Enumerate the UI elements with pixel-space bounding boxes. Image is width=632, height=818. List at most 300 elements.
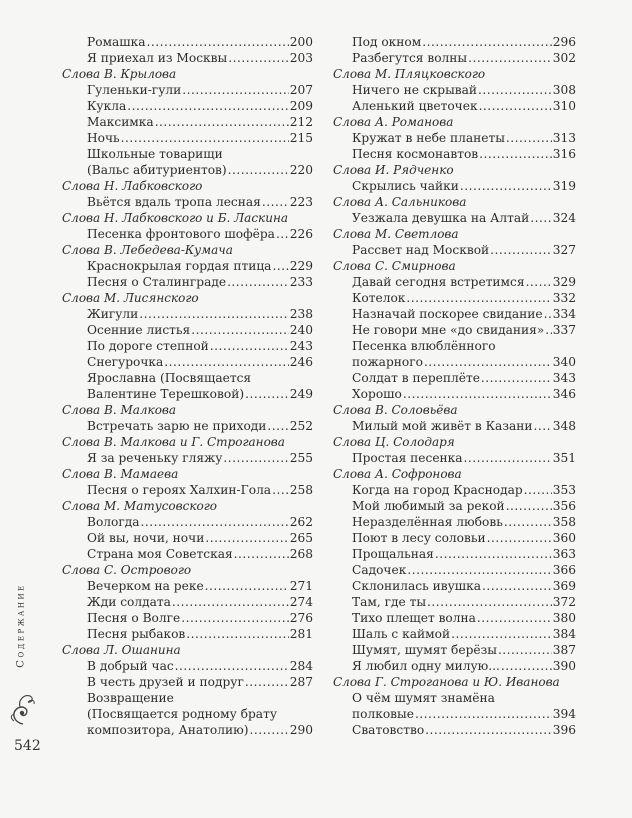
page-ref: 390 <box>552 659 576 673</box>
dot-leader <box>498 642 552 658</box>
toc-column-right <box>333 34 576 738</box>
dot-leader <box>403 386 552 402</box>
toc-entry <box>333 338 576 354</box>
author-name: Слова В. Малкова и Г. Строганова <box>62 435 285 449</box>
toc-author-heading <box>62 642 313 658</box>
toc-author-heading <box>333 674 576 690</box>
page-ref: 215 <box>289 131 313 145</box>
song-title: Гуленьки-гули <box>87 83 182 97</box>
author-name: Слова М. Матусовского <box>62 499 218 513</box>
song-title: Встречать зарю не приходи <box>87 419 267 433</box>
running-head-section-title: Содержание <box>15 583 27 668</box>
dot-leader <box>155 114 289 130</box>
song-title: Не говори мне «до свидания» <box>352 323 545 337</box>
dot-leader <box>406 290 551 306</box>
toc-entry <box>333 642 576 658</box>
dot-leader <box>205 578 289 594</box>
toc-entry <box>333 562 576 578</box>
toc-entry <box>333 514 576 530</box>
toc-entry <box>62 546 313 562</box>
author-name: Слова М. Светлова <box>333 227 459 241</box>
toc-entry <box>62 322 313 338</box>
page-ref: 384 <box>552 627 576 641</box>
song-title: В честь друзей и подруг <box>87 675 244 689</box>
dot-leader <box>424 354 552 370</box>
song-title: Простая песенка <box>352 451 463 465</box>
dot-leader <box>544 306 552 322</box>
dot-leader <box>181 610 289 626</box>
dot-leader <box>478 82 552 98</box>
toc-entry <box>333 322 576 338</box>
song-title: Песенка влюблённого <box>352 339 496 353</box>
toc-author-heading <box>62 434 313 450</box>
author-name: Слова И. Рядченко <box>333 163 454 177</box>
toc-entry <box>333 178 576 194</box>
dot-leader <box>186 626 288 642</box>
song-title: Неразделённая любовь <box>352 515 503 529</box>
page-ref: 220 <box>289 163 313 177</box>
song-title: Скрылись чайки <box>352 179 459 193</box>
page-ref: 358 <box>552 515 576 529</box>
toc-entry <box>62 338 313 354</box>
toc-author-heading <box>62 498 313 514</box>
dot-leader <box>210 338 289 354</box>
dot-leader <box>504 514 552 530</box>
toc-entry <box>333 626 576 642</box>
dot-leader <box>415 706 552 722</box>
dot-leader <box>545 322 551 338</box>
dot-leader <box>182 82 289 98</box>
song-title: Песня о Сталинграде <box>87 275 227 289</box>
dot-leader <box>191 322 288 338</box>
toc-entry <box>62 114 313 130</box>
author-name: Слова С. Смирнова <box>333 259 456 273</box>
page-ref: 372 <box>552 595 576 609</box>
author-name: Слова Ц. Солодаря <box>333 435 455 449</box>
page-ref: 302 <box>552 51 576 65</box>
page-ref: 249 <box>289 387 313 401</box>
song-title: Песня о Волге <box>87 611 181 625</box>
page-ref: 396 <box>552 723 576 737</box>
page-ref: 332 <box>552 291 576 305</box>
song-title: Кружат в небе планеты <box>352 131 505 145</box>
song-title: (Посвящается родному брату <box>87 707 277 721</box>
song-title: Я любил одну милую... <box>352 659 500 673</box>
toc-entry <box>333 610 576 626</box>
song-title: Рассвет над Москвой <box>352 243 490 257</box>
author-name: Слова В. Малкова <box>62 403 177 417</box>
toc-author-heading <box>62 66 313 82</box>
page-ref: 284 <box>289 659 313 673</box>
toc-entry <box>62 482 313 498</box>
page-ref: 313 <box>552 131 576 145</box>
toc-entry <box>62 450 313 466</box>
author-name: Слова А. Сальникова <box>333 195 467 209</box>
toc-author-heading <box>333 402 576 418</box>
song-title: Ничего не скрывай <box>352 83 478 97</box>
toc-entry <box>333 130 576 146</box>
song-title: пожарного <box>352 355 423 369</box>
dot-leader <box>468 50 552 66</box>
dot-leader <box>533 418 551 434</box>
song-title: Садочек <box>352 563 407 577</box>
dot-leader <box>250 722 289 738</box>
song-title: В добрый час <box>87 659 174 673</box>
toc-entry <box>62 194 313 210</box>
page-ref: 240 <box>289 323 313 337</box>
dot-leader <box>464 450 552 466</box>
toc-entry <box>62 98 313 114</box>
dot-leader <box>506 498 552 514</box>
page-ref: 310 <box>552 99 576 113</box>
flourish-ornament-icon <box>8 688 38 728</box>
toc-entry <box>333 34 576 50</box>
song-title: композитора, Анатолию) <box>87 723 249 737</box>
song-title: По дороге степной <box>87 339 209 353</box>
dot-leader <box>477 610 552 626</box>
toc-entry <box>62 354 313 370</box>
dot-leader <box>228 162 289 178</box>
page-ref: 281 <box>289 627 313 641</box>
dot-leader <box>479 98 552 114</box>
song-title: Там, где ты <box>352 595 427 609</box>
song-title: Хорошо <box>352 387 402 401</box>
page-ref: 319 <box>552 179 576 193</box>
toc-entry <box>333 274 576 290</box>
page-ref: 327 <box>552 243 576 257</box>
page-number: 542 <box>14 738 41 754</box>
page-ref: 296 <box>552 35 576 49</box>
author-name: Слова В. Лебедева-Кумача <box>62 243 233 257</box>
dot-leader <box>427 594 552 610</box>
page-ref: 316 <box>552 147 576 161</box>
song-title: Жигули <box>87 307 139 321</box>
dot-leader <box>164 354 288 370</box>
toc-entry <box>333 530 576 546</box>
toc-entry <box>62 370 313 386</box>
song-title: Валентине Терешковой) <box>87 387 245 401</box>
toc-entry <box>333 450 576 466</box>
song-title: Когда на город Краснодар <box>352 483 523 497</box>
page-ref: 238 <box>289 307 313 321</box>
page-ref: 246 <box>289 355 313 369</box>
page-ref: 337 <box>552 323 576 337</box>
song-title: Возвращение <box>87 691 174 705</box>
dot-leader <box>272 258 288 274</box>
toc-entry <box>333 594 576 610</box>
song-title: полковые <box>352 707 414 721</box>
author-name: Слова Л. Ошанина <box>62 643 181 657</box>
page-ref: 243 <box>289 339 313 353</box>
page-ref: 356 <box>552 499 576 513</box>
toc-author-heading <box>333 258 576 274</box>
toc-entry <box>62 706 313 722</box>
page-ref: 387 <box>552 643 576 657</box>
toc-entry <box>62 162 313 178</box>
page-ref: 255 <box>289 451 313 465</box>
toc-entry <box>333 50 576 66</box>
song-title: Ой вы, ночи, ночи <box>87 531 205 545</box>
dot-leader <box>482 578 552 594</box>
dot-leader <box>205 530 288 546</box>
song-title: Котелок <box>352 291 406 305</box>
toc-entry <box>333 82 576 98</box>
toc-entry <box>62 258 313 274</box>
author-name: Слова М. Пляцковского <box>333 67 486 81</box>
page-ref: 346 <box>552 387 576 401</box>
page-ref: 223 <box>289 195 313 209</box>
toc-entry <box>333 498 576 514</box>
dot-leader <box>490 242 552 258</box>
toc-author-heading <box>62 466 313 482</box>
dot-leader <box>407 562 551 578</box>
author-name: Слова Г. Строганова и Ю. Иванова <box>333 675 560 689</box>
song-title: О чём шумят знамёна <box>352 691 495 705</box>
toc-entry <box>333 210 576 226</box>
toc-author-heading <box>333 114 576 130</box>
song-title: Под окном <box>352 35 422 49</box>
dot-leader <box>245 386 289 402</box>
dot-leader <box>234 546 289 562</box>
toc-entry <box>333 306 576 322</box>
toc-entry <box>333 370 576 386</box>
page-ref: 348 <box>552 419 576 433</box>
song-title: Снегурочка <box>87 355 164 369</box>
page-ref: 276 <box>289 611 313 625</box>
page-ref: 229 <box>289 259 313 273</box>
page-ref: 360 <box>552 531 576 545</box>
dot-leader <box>422 34 551 50</box>
song-title: (Вальс абитуриентов) <box>87 163 227 177</box>
toc-author-heading <box>333 226 576 242</box>
toc-author-heading <box>333 162 576 178</box>
toc-entry <box>333 242 576 258</box>
author-name: Слова А. Софронова <box>333 467 462 481</box>
page-ref: 200 <box>289 35 313 49</box>
page-ref: 340 <box>552 355 576 369</box>
dot-leader <box>435 546 552 562</box>
song-title: Милый мой живёт в Казани <box>352 419 533 433</box>
song-title: Шаль с каймой <box>352 627 451 641</box>
dot-leader <box>526 274 552 290</box>
toc-author-heading <box>333 66 576 82</box>
toc-entry <box>333 386 576 402</box>
song-title: Уезжала девушка на Алтай <box>352 211 530 225</box>
dot-leader <box>223 450 288 466</box>
dot-leader <box>267 418 288 434</box>
toc-entry <box>333 146 576 162</box>
song-title: Краснокрылая гордая птица <box>87 259 272 273</box>
toc-entry <box>333 98 576 114</box>
page-ref: 252 <box>289 419 313 433</box>
toc-entry <box>333 658 576 674</box>
song-title: Песенка фронтового шофёра <box>87 227 275 241</box>
toc-entry <box>62 578 313 594</box>
toc-entry <box>62 274 313 290</box>
song-title: Я за реченьку гляжу <box>87 451 223 465</box>
song-title: Солдат в переплёте <box>352 371 480 385</box>
toc-column-left <box>62 34 313 738</box>
song-title: Песня рыбаков <box>87 627 186 641</box>
dot-leader <box>451 626 552 642</box>
toc-entry <box>62 530 313 546</box>
dot-leader <box>228 50 289 66</box>
dot-leader <box>175 658 289 674</box>
page-ref: 329 <box>552 275 576 289</box>
page-ref: 262 <box>289 515 313 529</box>
toc-entry <box>333 690 576 706</box>
toc-entry <box>62 306 313 322</box>
song-title: Школьные товарищи <box>87 147 223 161</box>
page-ref: 369 <box>552 579 576 593</box>
toc-entry <box>333 706 576 722</box>
song-title: Страна моя Советская <box>87 547 233 561</box>
dot-leader <box>425 722 552 738</box>
page-ref: 290 <box>289 723 313 737</box>
page-ref: 209 <box>289 99 313 113</box>
song-title: Песня космонавтов <box>352 147 479 161</box>
page-ref: 334 <box>552 307 576 321</box>
toc-entry <box>62 50 313 66</box>
dot-leader <box>139 306 288 322</box>
dot-leader <box>506 130 552 146</box>
song-title: Ярославна (Посвящается <box>87 371 252 385</box>
dot-leader <box>479 146 552 162</box>
toc-entry <box>62 82 313 98</box>
toc-entry <box>62 386 313 402</box>
toc-author-heading <box>333 466 576 482</box>
song-title: Кукла <box>87 99 127 113</box>
page-ref: 207 <box>289 83 313 97</box>
dot-leader <box>530 210 552 226</box>
page-ref: 287 <box>289 675 313 689</box>
dot-leader <box>524 482 552 498</box>
page-ref: 226 <box>289 227 313 241</box>
toc-entry <box>62 626 313 642</box>
dot-leader <box>227 274 289 290</box>
song-title: Давай сегодня встретимся <box>352 275 525 289</box>
toc-entry <box>333 578 576 594</box>
page-ref: 380 <box>552 611 576 625</box>
song-title: Разбегутся волны <box>352 51 468 65</box>
song-title: Поют в лесу соловьи <box>352 531 486 545</box>
page-ref: 353 <box>552 483 576 497</box>
toc-entry <box>62 594 313 610</box>
toc-entry <box>333 546 576 562</box>
song-title: Песня о героях Халхин-Гола <box>87 483 272 497</box>
page-ref: 274 <box>289 595 313 609</box>
dot-leader <box>276 226 289 242</box>
song-title: Сватовство <box>352 723 425 737</box>
dot-leader <box>501 658 552 674</box>
author-name: Слова Н. Лабковского и Б. Ласкина <box>62 211 289 225</box>
dot-leader <box>172 594 289 610</box>
dot-leader <box>481 370 552 386</box>
toc-author-heading <box>333 434 576 450</box>
song-title: Вечерком на реке <box>87 579 204 593</box>
song-title: Мой любимый за рекой <box>352 499 505 513</box>
song-title: Осенние листья <box>87 323 191 337</box>
dot-leader <box>121 130 289 146</box>
page-ref: 308 <box>552 83 576 97</box>
toc-entry <box>333 354 576 370</box>
dot-leader <box>272 482 289 498</box>
toc-entry <box>62 130 313 146</box>
page-ref: 265 <box>289 531 313 545</box>
page-ref: 363 <box>552 547 576 561</box>
toc-author-heading <box>62 290 313 306</box>
author-name: Слова В. Крылова <box>62 67 177 81</box>
dot-leader <box>460 178 552 194</box>
page-ref: 233 <box>289 275 313 289</box>
dot-leader <box>127 98 289 114</box>
song-title: Назначай поскорее свидание <box>352 307 543 321</box>
song-title: Жди солдата <box>87 595 171 609</box>
toc-entry <box>62 610 313 626</box>
page-ref: 351 <box>552 451 576 465</box>
page-ref: 324 <box>552 211 576 225</box>
page-ref: 366 <box>552 563 576 577</box>
toc-entry <box>62 722 313 738</box>
page-ref: 258 <box>289 483 313 497</box>
toc-entry <box>62 690 313 706</box>
song-title: Тихо плещет волна <box>352 611 476 625</box>
toc-entry <box>333 722 576 738</box>
toc-entry <box>62 226 313 242</box>
toc-author-heading <box>62 210 313 226</box>
song-title: Прощальная <box>352 547 434 561</box>
song-title: Аленький цветочек <box>352 99 478 113</box>
author-name: Слова С. Острового <box>62 563 192 577</box>
author-name: Слова М. Лисянского <box>62 291 199 305</box>
toc-author-heading <box>62 178 313 194</box>
dot-leader <box>262 194 289 210</box>
page-ref: 268 <box>289 547 313 561</box>
toc-entry <box>333 290 576 306</box>
song-title: Максимка <box>87 115 154 129</box>
toc-entry <box>62 658 313 674</box>
toc-author-heading <box>62 562 313 578</box>
author-name: Слова В. Соловьёва <box>333 403 458 417</box>
song-title: Ночь <box>87 131 120 145</box>
toc-author-heading <box>62 402 313 418</box>
song-title: Склонилась ивушка <box>352 579 481 593</box>
page-ref: 394 <box>552 707 576 721</box>
dot-leader <box>141 514 289 530</box>
toc-entry <box>62 418 313 434</box>
toc-entry <box>62 34 313 50</box>
toc-entry <box>62 514 313 530</box>
dot-leader <box>245 674 289 690</box>
toc-entry <box>333 418 576 434</box>
song-title: Ромашка <box>87 35 146 49</box>
toc-entry <box>62 146 313 162</box>
author-name: Слова Н. Лабковского <box>62 179 203 193</box>
toc-author-heading <box>333 194 576 210</box>
song-title: Вьётся вдаль тропа лесная <box>87 195 261 209</box>
page-ref: 343 <box>552 371 576 385</box>
toc-entry <box>333 482 576 498</box>
dot-leader <box>147 34 289 50</box>
author-name: Слова А. Романова <box>333 115 454 129</box>
dot-leader <box>487 530 552 546</box>
page-ref: 271 <box>289 579 313 593</box>
song-title: Шумят, шумят берёзы <box>352 643 497 657</box>
page-ref: 212 <box>289 115 313 129</box>
toc-entry <box>62 674 313 690</box>
author-name: Слова В. Мамаева <box>62 467 179 481</box>
toc-author-heading <box>62 242 313 258</box>
